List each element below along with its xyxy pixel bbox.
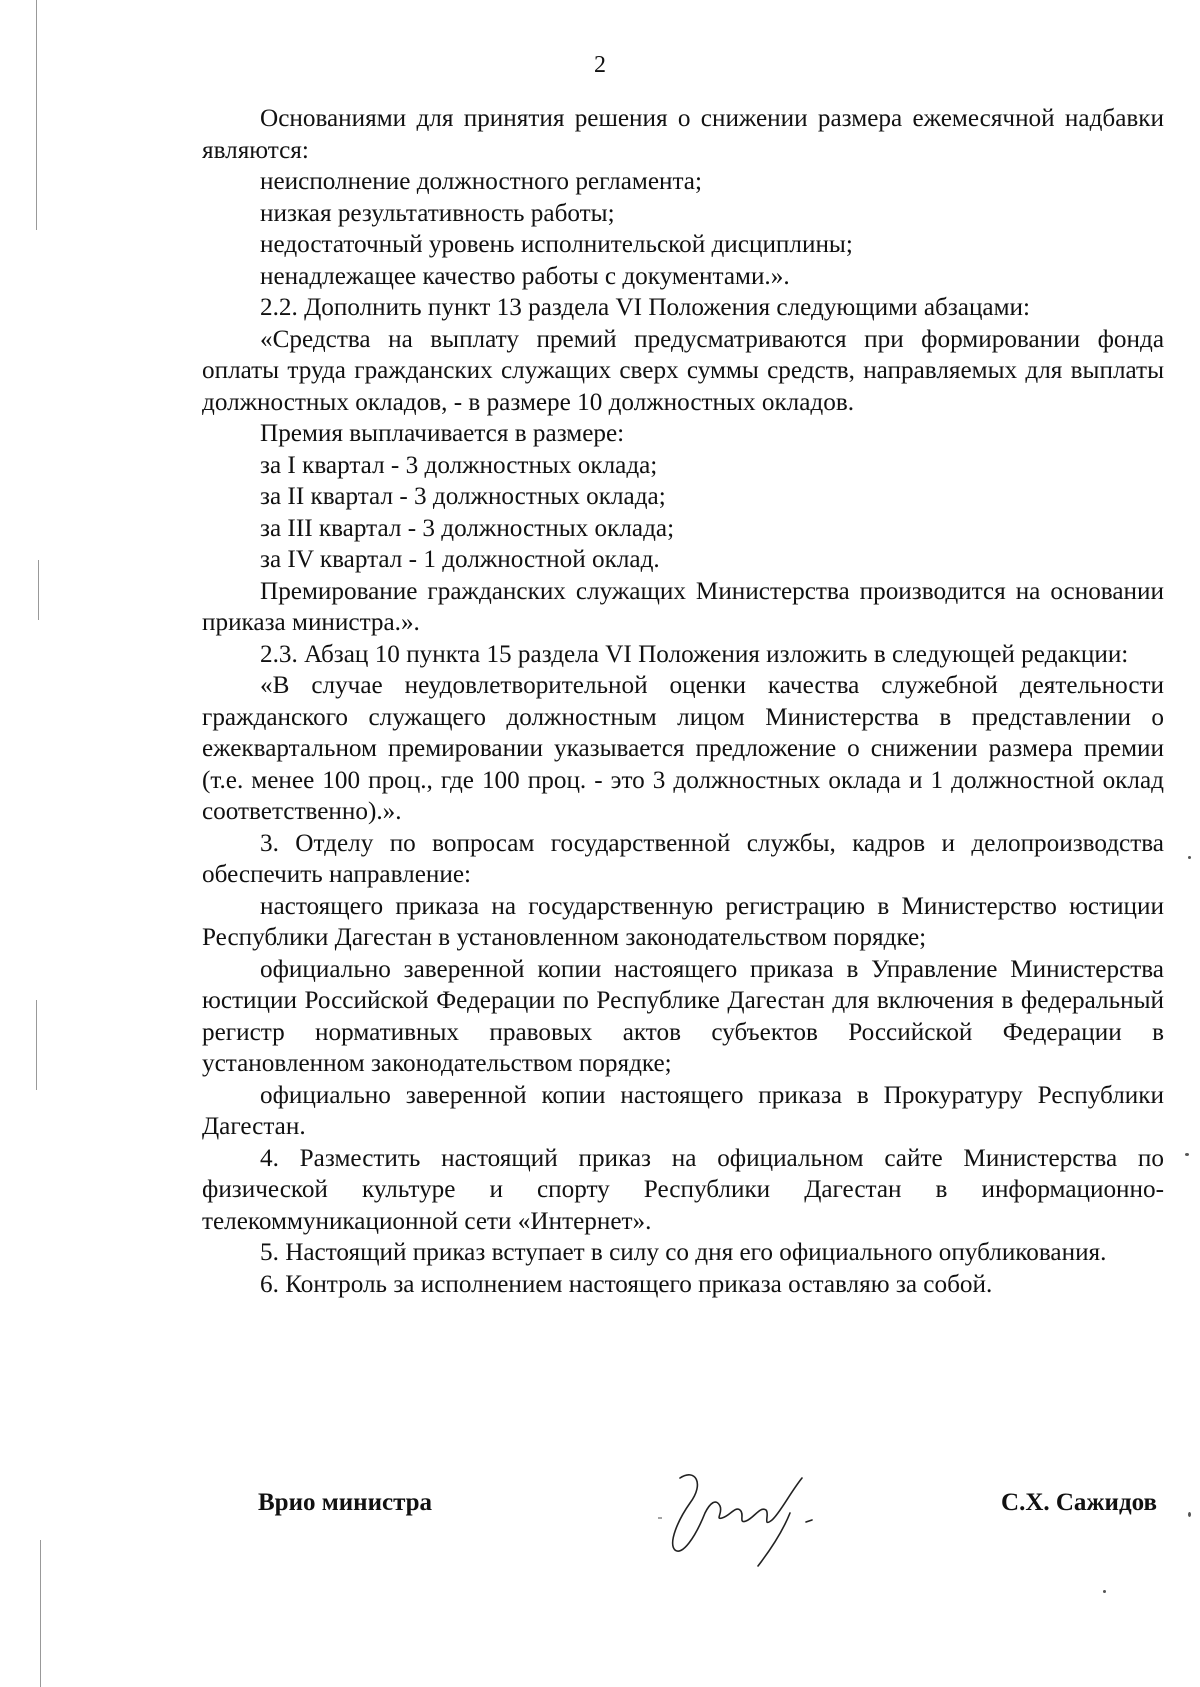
paragraph: неисполнение должностного регламента; [260,168,702,195]
paragraph: 2.3. Абзац 10 пункта 15 раздела VI Положения изложить в следующей редакции: [260,640,1129,668]
paragraph: 4. Разместить настоящий приказ на официальном сайте Министерства по физической культуре и спорту Республики Дагестан в информационно-телекоммуникационной сети «Интернет». [202,1144,1164,1235]
page-number: 2 [594,52,606,78]
paragraph: официально заверенной копии настоящего приказа в Прокуратуру Республики Дагестан. [202,1081,1164,1140]
paragraph: 6. Контроль за исполнением настоящего приказа оставляю за собой. [260,1270,993,1298]
paragraph: 5. Настоящий приказ вступает в силу со дня его официального опубликования. [260,1239,1107,1266]
scan-edge-line [40,1540,41,1687]
paragraph: за I квартал - 3 должностных оклада; [260,451,658,479]
paragraph: 3. Отделу по вопросам государственной службы, кадров и делопроизводства обеспечить направление: [202,829,1164,888]
signatory-name: С.Х. Сажидов [1001,1489,1157,1516]
paragraph: Основаниями для принятия решения о снижении размера ежемесячной надбавки являются: [202,105,1164,164]
scan-speck [1185,1153,1189,1156]
signatory-title: Врио министра [258,1489,433,1516]
paragraph: низкая результативность работы; [260,199,615,227]
scan-edge-line [36,0,37,230]
paragraph: официально заверенной копии настоящего приказа в Управление Министерства юстиции Российской Федерации по Республике Дагестан для включения в федеральный регистр нормативных правовых актов субъектов Российской Федерации в установленном законодательством порядке; [202,955,1164,1077]
paragraph: «В случае неудовлетворительной оценки качества служебной деятельности гражданского служащего должностным лицом Министерства в представлении о ежеквартальном премировании указывается предложение о снижении размера премии (т.е. менее 100 проц., где 100 проц. - это 3 должностных оклада и 1 должностной оклад соответственно).». [202,672,1164,825]
paragraph: «Средства на выплату премий предусматриваются при формировании фонда оплаты труда гражданских служащих сверх суммы средств, направляемых для выплаты должностных окладов, - в размере 10 должностных окладов. [202,325,1164,416]
scan-speck [1188,1512,1191,1517]
paragraph: за IV квартал - 1 должностной оклад. [260,546,660,573]
document-body [202,103,1164,1300]
scan-edge-line [36,1000,37,1090]
scan-edge-line [38,560,39,620]
paragraph: Премирование гражданских служащих Министерства производится на основании приказа министра.». [202,577,1164,636]
paragraph: недостаточный уровень исполнительской дисциплины; [260,231,853,258]
scan-speck [1103,1590,1106,1593]
handwritten-signature [650,1458,850,1573]
scan-speck [1188,856,1191,859]
paragraph: ненадлежащее качество работы с документами.». [260,262,790,290]
paragraph: Премия выплачивается в размере: [260,420,625,447]
paragraph: за III квартал - 3 должностных оклада; [260,514,675,542]
paragraph: за II квартал - 3 должностных оклада; [260,483,666,510]
paragraph: настоящего приказа на государственную регистрацию в Министерство юстиции Республики Дагестан в установленном законодательством порядке; [202,892,1164,951]
paragraph: 2.2. Дополнить пункт 13 раздела VI Положения следующими абзацами: [260,294,1031,321]
